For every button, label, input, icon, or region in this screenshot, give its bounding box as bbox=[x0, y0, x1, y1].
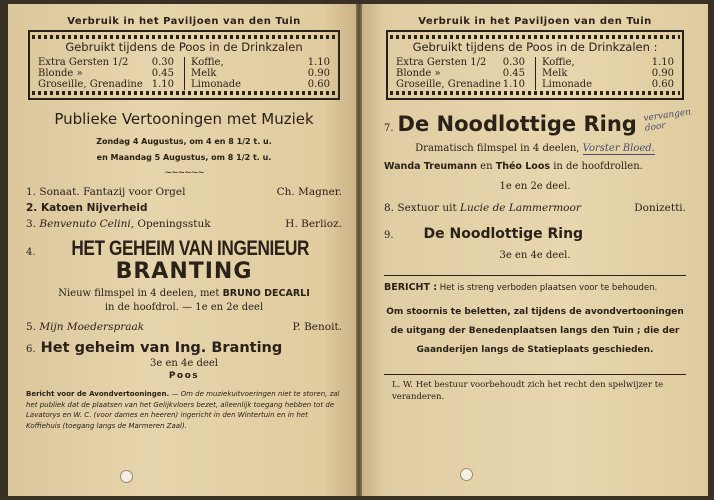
item7-parts: 1e en 2e deel. bbox=[499, 181, 571, 192]
left-box-top-border bbox=[32, 35, 336, 39]
item7-description: Dramatisch filmspel in 4 deelen, Vorster Bloed. bbox=[415, 143, 655, 154]
film4-description: Nieuw filmspel in 4 deelen, met BRUNO DECARLI bbox=[58, 288, 310, 299]
drink-row: Limonade 0.60 bbox=[191, 79, 330, 90]
bericht-line: BERICHT : Het is streng verboden plaatsen voor te behouden. bbox=[384, 282, 658, 293]
date-line-1: Zondag 4 Augustus, om 4 en 8 1/2 t. u. bbox=[96, 137, 272, 146]
right-page bbox=[358, 4, 708, 496]
drink-row: Koffie, 1.10 bbox=[191, 57, 330, 68]
booklet-spread bbox=[8, 4, 708, 496]
drink-row: Groseille, Grenadine 1.10 bbox=[396, 79, 525, 90]
drink-row: Groseille, Grenadine 1.10 bbox=[38, 79, 174, 90]
item7-title: De Noodlottige Ring bbox=[397, 112, 637, 136]
punch-hole-right bbox=[460, 468, 473, 481]
left-drinks-grid bbox=[32, 57, 336, 90]
left-header: Verbruik in het Paviljoen van den Tuin bbox=[67, 16, 301, 27]
interval-label: Poos bbox=[168, 371, 200, 381]
right-drinks-grid bbox=[390, 57, 680, 90]
drink-row: Melk 0.90 bbox=[542, 68, 674, 79]
right-box-bottom-border bbox=[390, 91, 680, 95]
right-header: Verbruik in het Paviljoen van den Tuin bbox=[418, 16, 652, 27]
item6-parts: 3e en 4e deel bbox=[150, 358, 218, 369]
item9-parts: 3e en 4e deel. bbox=[499, 250, 571, 261]
handwritten-note-2: Vorster Bloed. bbox=[582, 143, 655, 154]
drink-row: Extra Gersten 1/2 0.30 bbox=[396, 57, 525, 68]
item7-actors: Wanda Treumann en Théo Loos in de hoofdrollen. bbox=[384, 161, 643, 172]
program-heading: Publieke Vertooningen met Muziek bbox=[54, 110, 314, 128]
program-item-8: 8. Sextuor uit Lucie de Lammermoor Donizetti. bbox=[384, 202, 686, 214]
left-drinks-title: Gebruikt tijdens de Poos in de Drinkzalen bbox=[65, 40, 303, 54]
exit-warning: Om stoornis te beletten, zal tijdens de avondvertooningen de uitgang der Benedenplaatsen langs den Tuin ; die der Gaanderijen langs de Statieplaats geschieden. bbox=[386, 307, 684, 355]
book-gutter bbox=[356, 4, 362, 496]
drink-row: Blonde » 0.45 bbox=[396, 68, 525, 79]
drink-row: Koffie, 1.10 bbox=[542, 57, 674, 68]
date-line-2: en Maandag 5 Augustus, om 8 1/2 t. u. bbox=[96, 153, 272, 162]
program-item-9: 9. De Noodlottige Ring bbox=[384, 226, 584, 242]
program-item-6: 6. Het geheim van Ing. Branting bbox=[26, 340, 283, 356]
program-item-1: 1. Sonaat. Fantazij voor Orgel Ch. Magner. bbox=[26, 186, 342, 198]
left-page bbox=[8, 4, 358, 496]
film4-title-line2: BRANTING bbox=[115, 259, 253, 284]
right-box-top-border bbox=[390, 35, 680, 39]
punch-hole-left bbox=[120, 470, 133, 483]
footnote: L. W. Het bestuur voorbehoudt zich het recht den spelwijzer te veranderen. bbox=[392, 380, 664, 402]
program-item-7: 7. De Noodlottige Ring vervangen door bbox=[384, 112, 686, 136]
drink-row: Extra Gersten 1/2 0.30 bbox=[38, 57, 174, 68]
film4-title-line1: HET GEHEIM VAN INGENIEUR bbox=[70, 237, 309, 260]
film4-title-block: 4. HET GEHEIM VAN INGENIEUR bbox=[26, 234, 342, 260]
evening-notice: Bericht voor de Avondvertooningen. — Om de muziekuitvoeringen niet te storen, zal het publiek dat de plaatsen van het Gelijkvloers bezet, alleenlijk toegang hebben tot de Lavatorys en W. C. (voor dames en heeren) ingericht in den Wintertuin en in het Koffiehuis (toegang langs de Marmeren Zaal). bbox=[26, 390, 340, 430]
bericht-block bbox=[384, 275, 686, 375]
drink-row: Melk 0.90 bbox=[191, 68, 330, 79]
program-list bbox=[26, 184, 342, 232]
right-drinks-box bbox=[386, 30, 684, 100]
left-box-bottom-border bbox=[32, 91, 336, 95]
drink-row: Blonde » 0.45 bbox=[38, 68, 174, 79]
film4-parts: in de hoofdrol. — 1e en 2e deel bbox=[104, 302, 264, 313]
drink-row: Limonade 0.60 bbox=[542, 79, 674, 90]
program-item-3: 3. Benvenuto Celini, Openingsstuk H. Berlioz. bbox=[26, 218, 342, 230]
handwritten-note-1: vervangen door bbox=[642, 107, 692, 134]
left-drinks-box bbox=[28, 30, 340, 100]
right-drinks-title: Gebruikt tijdens de Poos in de Drinkzalen : bbox=[412, 40, 658, 54]
ornament-divider: ~~~~~~ bbox=[164, 168, 204, 178]
program-item-5: 5. Mijn Moederspraak P. Benoit. bbox=[26, 321, 342, 333]
program-item-2: 2. Katoen Nijverheid bbox=[26, 202, 148, 214]
